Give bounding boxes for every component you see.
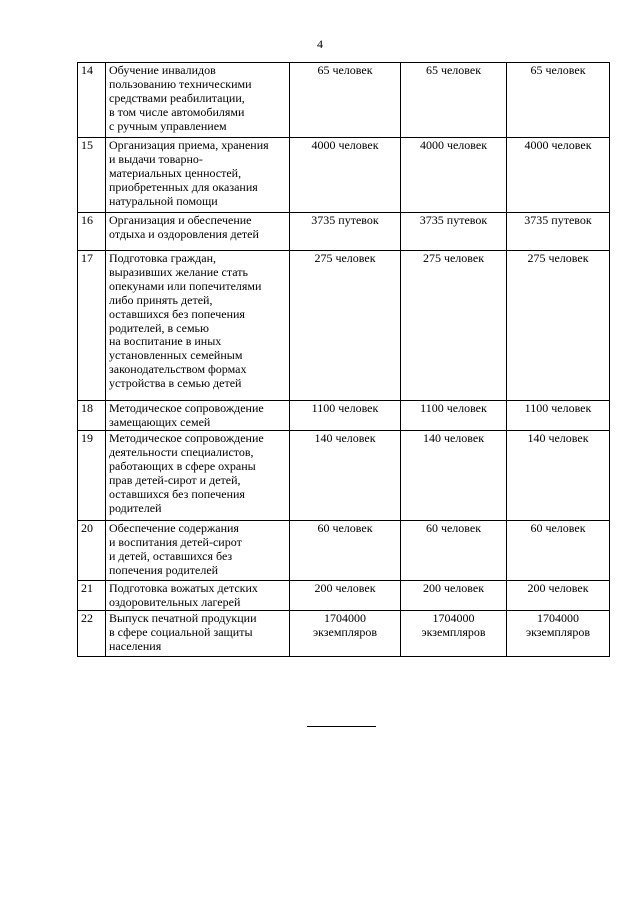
service-name: Подготовка граждан, выразивших желание стать опекунами или попечителями либо принять детей, оставшихся без попечения родителей, в семью на воспитание в иных установленных семейным законодательством формах устройства в семью детей — [106, 251, 290, 401]
value-col-1: 3735 путевок — [290, 213, 401, 251]
value-col-1: 4000 человек — [290, 138, 401, 213]
value-col-3: 1100 человек — [507, 401, 610, 431]
value-col-3: 140 человек — [507, 431, 610, 521]
value-col-2: 65 человек — [401, 63, 507, 138]
closing-rule — [307, 726, 376, 727]
value-col-3: 4000 человек — [507, 138, 610, 213]
service-name: Организация и обеспечение отдыха и оздоровления детей — [106, 213, 290, 251]
value-col-3: 1704000 экземпляров — [507, 611, 610, 657]
value-col-3: 65 человек — [507, 63, 610, 138]
value-col-1: 275 человек — [290, 251, 401, 401]
value-col-1: 1100 человек — [290, 401, 401, 431]
service-name: Методическое сопровождение замещающих семей — [106, 401, 290, 431]
value-col-2: 1100 человек — [401, 401, 507, 431]
row-number: 15 — [78, 138, 106, 213]
table-row — [78, 581, 610, 611]
value-col-2: 200 человек — [401, 581, 507, 611]
service-name: Обучение инвалидов пользованию техническими средствами реабилитации, в том числе автомобилями с ручным управлением — [106, 63, 290, 138]
row-number: 22 — [78, 611, 106, 657]
table-row — [78, 63, 610, 138]
value-col-1: 60 человек — [290, 521, 401, 581]
value-col-3: 275 человек — [507, 251, 610, 401]
row-number: 21 — [78, 581, 106, 611]
table-row — [78, 431, 610, 521]
services-table — [77, 62, 610, 657]
row-number: 16 — [78, 213, 106, 251]
table-row — [78, 213, 610, 251]
table-row — [78, 401, 610, 431]
value-col-3: 200 человек — [507, 581, 610, 611]
row-number: 17 — [78, 251, 106, 401]
row-number: 14 — [78, 63, 106, 138]
value-col-2: 3735 путевок — [401, 213, 507, 251]
value-col-2: 275 человек — [401, 251, 507, 401]
value-col-2: 4000 человек — [401, 138, 507, 213]
value-col-3: 60 человек — [507, 521, 610, 581]
service-name: Подготовка вожатых детских оздоровительных лагерей — [106, 581, 290, 611]
table-row — [78, 611, 610, 657]
value-col-3: 3735 путевок — [507, 213, 610, 251]
table-row — [78, 251, 610, 401]
service-name: Обеспечение содержания и воспитания детей-сирот и детей, оставшихся без попечения родителей — [106, 521, 290, 581]
row-number: 20 — [78, 521, 106, 581]
value-col-1: 200 человек — [290, 581, 401, 611]
value-col-1: 65 человек — [290, 63, 401, 138]
value-col-2: 1704000 экземпляров — [401, 611, 507, 657]
row-number: 18 — [78, 401, 106, 431]
table-row — [78, 138, 610, 213]
service-name: Организация приема, хранения и выдачи товарно- материальных ценностей, приобретенных для оказания натуральной помощи — [106, 138, 290, 213]
value-col-1: 1704000 экземпляров — [290, 611, 401, 657]
page-number: 4 — [317, 37, 323, 51]
service-name: Выпуск печатной продукции в сфере социальной защиты населения — [106, 611, 290, 657]
value-col-1: 140 человек — [290, 431, 401, 521]
value-col-2: 140 человек — [401, 431, 507, 521]
value-col-2: 60 человек — [401, 521, 507, 581]
row-number: 19 — [78, 431, 106, 521]
service-name: Методическое сопровождение деятельности специалистов, работающих в сфере охраны прав детей-сирот и детей, оставшихся без попечения родителей — [106, 431, 290, 521]
table-row — [78, 521, 610, 581]
